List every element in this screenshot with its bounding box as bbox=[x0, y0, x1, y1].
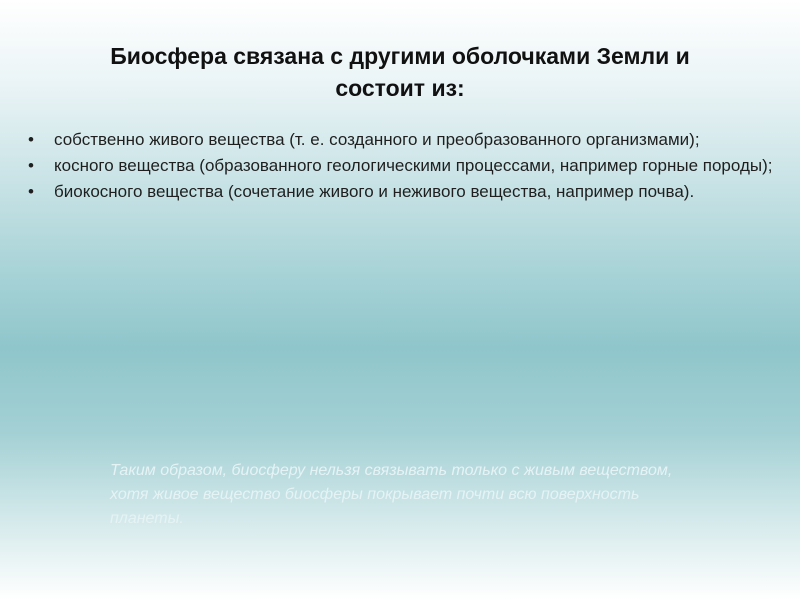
list-item bbox=[28, 153, 780, 179]
bullet-icon: • bbox=[28, 182, 34, 201]
list-item-text: биокосного вещества (сочетание живого и неживого вещества, например почва). bbox=[54, 182, 695, 201]
list-item bbox=[28, 179, 780, 205]
list-item-text: косного вещества (образованного геологическими процессами, например горные породы); bbox=[54, 156, 773, 175]
bullet-list bbox=[28, 127, 780, 205]
slide-title bbox=[40, 40, 760, 104]
slide-title-line-2: состоит из: bbox=[335, 75, 465, 101]
list-item-text: собственно живого вещества (т. е. созданного и преобразованного организмами); bbox=[54, 130, 700, 149]
bullet-icon: • bbox=[28, 156, 34, 175]
list-item bbox=[28, 127, 780, 153]
bullet-icon: • bbox=[28, 130, 34, 149]
slide-title-line-1: Биосфера связана с другими оболочками Земли и bbox=[110, 43, 690, 69]
conclusion-text: Таким образом, биосферу нельзя связывать только с живым веществом, хотя живое вещество биосферы покрывает почти всю поверхность планеты. bbox=[110, 462, 673, 527]
